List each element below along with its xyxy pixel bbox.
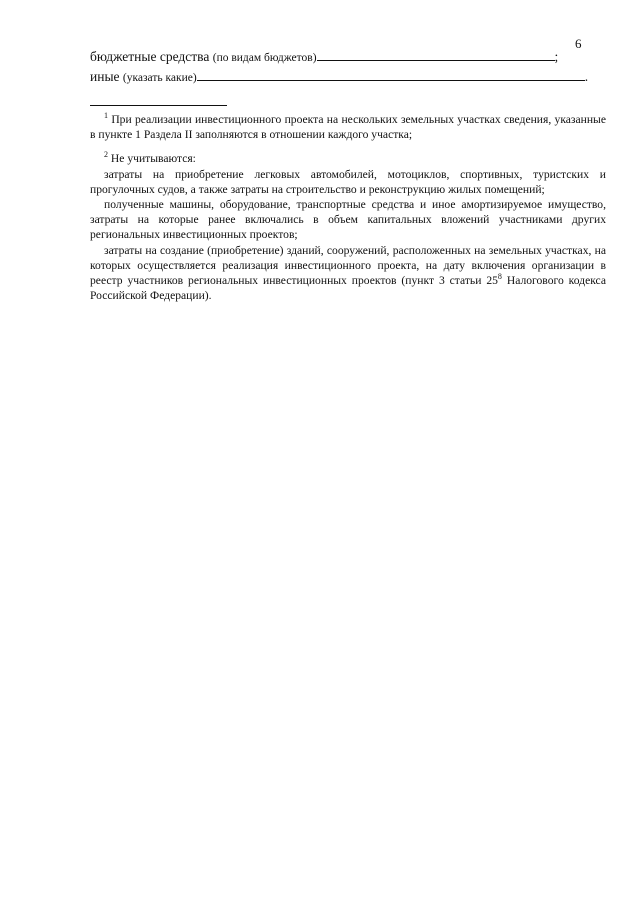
budget-funds-label: бюджетные средства: [90, 49, 210, 64]
footnote-2-item: полученные машины, оборудование, транспортные средства и иное амортизируемое имущество, затраты на которые ранее включались в объем капитальных вложений участниками других региональных инвестиционных проектов;: [90, 198, 606, 242]
footnote-2-item-last: [90, 243, 606, 304]
page-number: 6: [575, 36, 582, 51]
footnote-2-item: затраты на приобретение легковых автомобилей, мотоциклов, спортивных, туристских и прогулочных судов, а также затраты на строительство и реконструкцию жилых помещений;: [90, 167, 606, 196]
budget-funds-note: (по видам бюджетов): [212, 52, 317, 64]
other-sources-blank: [197, 69, 585, 81]
footnote-2-mark: 2: [104, 150, 108, 160]
other-sources-note: (указать какие): [122, 72, 197, 84]
footnote-1-text: При реализации инвестиционного проекта на нескольких земельных участках сведения, указанные в пункте 1 Раздела II заполняются в отношении каждого участка;: [90, 113, 606, 142]
footnote-1-mark: 1: [104, 111, 108, 121]
budget-funds-blank: [317, 49, 555, 61]
budget-funds-end: ;: [554, 49, 559, 64]
footnotes-block: [90, 112, 606, 303]
footnote-separator: [90, 105, 227, 106]
footnote-2-heading: [90, 151, 606, 166]
other-sources-line: [90, 69, 588, 86]
footnote-2-item-text: затраты на создание (приобретение) зданий, сооружений, расположенных на земельных участках, на которых осуществляется реализация инвестиционного проекта, на дату включения организации в реестр участников региональных инвестиционных проектов (пункт 3 статьи 25: [90, 243, 606, 288]
other-sources-end: .: [584, 69, 589, 84]
article-superscript: 8: [497, 272, 502, 282]
budget-funds-line: [90, 49, 558, 66]
footnote-2-item-tail: Налогового кодекса Российской Федерации).: [90, 274, 606, 303]
footnote-1: [90, 112, 606, 142]
other-sources-label: иные: [90, 69, 120, 84]
footnote-2-text: Не учитываются:: [110, 152, 196, 166]
